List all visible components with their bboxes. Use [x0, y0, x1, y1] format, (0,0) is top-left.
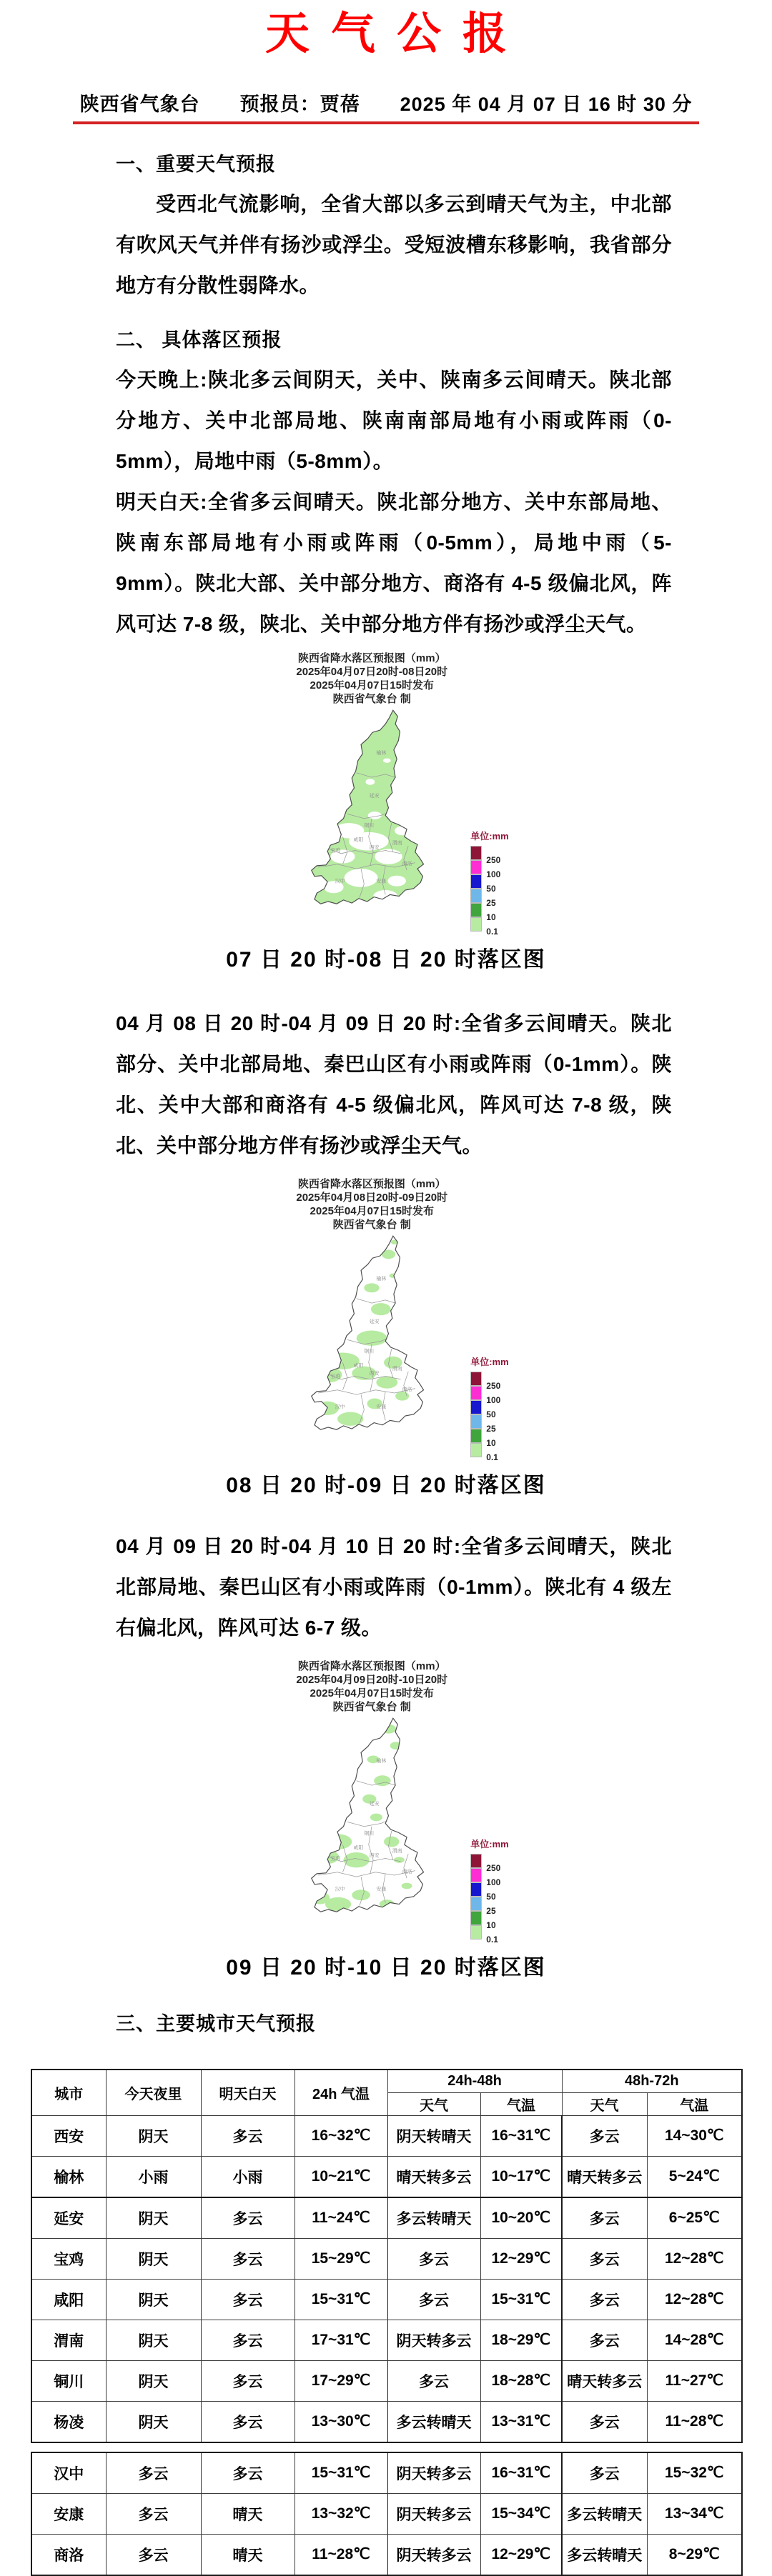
table-cell: 多云 — [106, 2534, 201, 2575]
precip-legend — [470, 829, 509, 937]
legend-label: 250 — [486, 1862, 501, 1873]
table-cell: 阴天 — [106, 2360, 201, 2401]
table-body-main — [31, 2115, 742, 2442]
table-cell: 多云 — [387, 2360, 480, 2401]
map-city-label: 汉中 — [335, 1404, 345, 1410]
table-cell: 阴天转多云 — [387, 2320, 480, 2360]
map-header-line: 2025年04月09日20时-10日20时 — [296, 1673, 448, 1686]
table-cell: 多云 — [201, 2238, 295, 2279]
table-cell: 晴天转多云 — [562, 2156, 647, 2197]
legend-swatch — [470, 889, 496, 908]
legend-label: 50 — [486, 883, 496, 894]
table-cell: 多云 — [201, 2115, 295, 2156]
precip-map-1 — [295, 707, 449, 913]
table-cell: 多云 — [201, 2452, 295, 2494]
table-cell: 汉中 — [31, 2452, 106, 2494]
table-cell: 晴天 — [201, 2534, 295, 2575]
map-city-label: 宝鸡 — [330, 848, 341, 854]
city-forecast-tables — [31, 2069, 741, 2576]
map-city-label: 榆林 — [376, 1276, 387, 1282]
map-header-line: 2025年04月07日15时发布 — [310, 679, 434, 692]
table-cell: 10~17℃ — [480, 2156, 562, 2197]
legend-label: 250 — [486, 854, 501, 865]
table-cell: 阴天 — [106, 2401, 201, 2442]
map-city-label: 西安 — [370, 1371, 380, 1377]
table-cell: 多云转晴天 — [562, 2493, 647, 2534]
map-caption-2: 08 日 20 时-09 日 20 时落区图 — [226, 1473, 546, 1497]
table-cell: 多云 — [562, 2320, 647, 2360]
map-header-line: 陕西省降水落区预报图（mm） — [297, 1659, 446, 1672]
legend-swatch — [470, 1882, 496, 1902]
table-cell: 多云 — [201, 2401, 295, 2442]
city-forecast-table-south — [31, 2452, 743, 2576]
legend-label: 250 — [486, 1380, 501, 1391]
table-cell: 5~24℃ — [647, 2156, 742, 2197]
table-cell: 10~20℃ — [480, 2197, 562, 2239]
legend-swatch — [470, 1868, 501, 1887]
paragraph-day2: 04 月 08 日 20 时-04 月 09 日 20 时:全省多云间晴天。陕北部分、关中北部局地、秦巴山区有小雨或阵雨（0-1mm）。陕北、关中大部和商洛有 4-5 级偏北风，阵风可达 7-8 级，陕北、关中部分地方伴有扬沙或浮尘天气。 — [116, 1012, 672, 1157]
table-row — [31, 2156, 742, 2197]
map-header-2 — [295, 1177, 449, 1232]
section-heading-area-forecast: 二、 具体落区预报 — [116, 329, 282, 351]
table-cell: 多云 — [106, 2452, 201, 2494]
paragraph-day3: 04 月 09 日 20 时-04 月 10 日 20 时:全省多云间晴天，陕北北部局地、秦巴山区有小雨或阵雨（0-1mm）。陕北有 4 级左右偏北风，阵风可达 6-7 级。 — [116, 1534, 672, 1639]
table-cell: 阴天转多云 — [387, 2493, 480, 2534]
map-header-line: 陕西省降水落区预报图（mm） — [297, 1177, 446, 1190]
table-cell: 多云转晴天 — [387, 2197, 480, 2239]
table-cell: 多云 — [201, 2320, 295, 2360]
table-cell: 16~32℃ — [295, 2115, 387, 2156]
table-cell: 阴天转多云 — [387, 2534, 480, 2575]
map-city-label: 延安 — [370, 1801, 380, 1807]
table-cell: 阴天转晴天 — [387, 2115, 480, 2156]
map-header-line: 2025年04月08日20时-09日20时 — [296, 1191, 448, 1204]
paragraph-tomorrow-lead: 明天白天: — [116, 490, 208, 513]
legend-swatch — [470, 1400, 496, 1419]
map-header-line: 2025年04月07日20时-08日20时 — [296, 665, 448, 678]
table-cell: 阴天 — [106, 2197, 201, 2239]
legend-label: 10 — [486, 1437, 496, 1448]
table-cell: 阴天 — [106, 2320, 201, 2360]
table-row — [31, 2452, 742, 2494]
map-city-label: 咸阳 — [353, 1845, 364, 1851]
table-cell: 多云 — [562, 2452, 647, 2494]
table-row — [31, 2360, 742, 2401]
map-city-label: 渭南 — [392, 840, 402, 846]
table-cell: 多云 — [562, 2197, 647, 2239]
table-cell: 咸阳 — [31, 2279, 106, 2320]
table-cell: 15~32℃ — [647, 2452, 742, 2494]
table-cell: 12~28℃ — [647, 2279, 742, 2320]
table-cell: 18~28℃ — [480, 2360, 562, 2401]
table-cell: 10~21℃ — [295, 2156, 387, 2197]
table-cell: 多云 — [387, 2238, 480, 2279]
legend-swatch — [470, 1854, 501, 1873]
table-cell: 多云 — [562, 2115, 647, 2156]
table-cell: 多云 — [201, 2197, 295, 2239]
map-city-label: 铜川 — [364, 823, 375, 829]
map-city-label: 商洛 — [402, 1387, 412, 1392]
table-cell: 14~28℃ — [647, 2320, 742, 2360]
table-cell: 宝鸡 — [31, 2238, 106, 2279]
map-header-line: 陕西省气象台 制 — [332, 692, 411, 705]
col-header-weather-2448: 天气 — [387, 2092, 480, 2115]
table-row — [31, 2197, 742, 2239]
map-column-3 — [295, 1659, 449, 1921]
table-cell: 12~29℃ — [480, 2238, 562, 2279]
map-city-label: 榆林 — [376, 1758, 387, 1764]
map-city-label: 铜川 — [364, 1831, 375, 1837]
table-cell: 18~29℃ — [480, 2320, 562, 2360]
table-cell: 17~31℃ — [295, 2320, 387, 2360]
paragraph-tonight-lead: 今天晚上: — [116, 368, 208, 391]
table-row — [31, 2279, 742, 2320]
table-cell: 多云 — [562, 2401, 647, 2442]
table-cell: 阴天 — [106, 2238, 201, 2279]
table-row — [31, 2238, 742, 2279]
table-cell: 16~31℃ — [480, 2115, 562, 2156]
table-cell: 12~28℃ — [647, 2238, 742, 2279]
map-header-1 — [295, 652, 449, 706]
legend-swatch — [470, 1372, 501, 1391]
table-cell: 14~30℃ — [647, 2115, 742, 2156]
table-cell: 11~28℃ — [647, 2401, 742, 2442]
table-cell: 15~34℃ — [480, 2493, 562, 2534]
legend-label: 100 — [486, 1877, 501, 1887]
legend-swatch — [470, 1443, 498, 1462]
table-cell: 榆林 — [31, 2156, 106, 2197]
table-cell: 多云 — [201, 2279, 295, 2320]
col-header-temp-4872: 气温 — [647, 2092, 742, 2115]
legend-swatch — [470, 1897, 496, 1916]
bulletin-content-2 — [0, 1003, 772, 1166]
map-caption-1: 07 日 20 时-08 日 20 时落区图 — [226, 947, 546, 972]
table-cell: 渭南 — [31, 2320, 106, 2360]
table-cell: 16~31℃ — [480, 2452, 562, 2494]
legend-label: 25 — [486, 1905, 496, 1916]
table-cell: 13~31℃ — [480, 2401, 562, 2442]
map-city-label: 西安 — [370, 845, 380, 851]
legend-swatch — [470, 1429, 496, 1448]
legend-label: 25 — [486, 1423, 496, 1434]
masthead — [0, 89, 772, 124]
table-cell: 阴天 — [106, 2279, 201, 2320]
table-cell: 17~29℃ — [295, 2360, 387, 2401]
legend-swatch — [470, 903, 496, 922]
map-city-label: 汉中 — [335, 879, 345, 884]
legend-label: 10 — [486, 1919, 496, 1930]
table-cell: 15~29℃ — [295, 2238, 387, 2279]
legend-swatch — [470, 846, 501, 865]
table-cell: 商洛 — [31, 2534, 106, 2575]
table-cell: 12~29℃ — [480, 2534, 562, 2575]
table-cell: 多云 — [562, 2238, 647, 2279]
paragraph-important-forecast: 受西北气流影响，全省大部以多云到晴天气为主，中北部有吹风天气并伴有扬沙或浮尘。受短波槽东移影响，我省部分地方有分散性弱降水。 — [116, 192, 672, 296]
col-header-temp24: 24h 气温 — [295, 2070, 387, 2116]
legend-swatch — [470, 1925, 498, 1945]
legend-swatch — [470, 860, 501, 879]
table-cell: 多云转晴天 — [387, 2401, 480, 2442]
map-column-2 — [295, 1177, 449, 1439]
col-header-tomorrow: 明天白天 — [201, 2070, 295, 2116]
section-heading-important-forecast: 一、重要天气预报 — [116, 153, 276, 175]
city-forecast-table-main — [31, 2069, 743, 2443]
col-header-tonight: 今天夜里 — [106, 2070, 201, 2116]
table-cell: 晴天 — [201, 2493, 295, 2534]
legend-label: 50 — [486, 1409, 496, 1419]
precip-legend — [470, 1837, 509, 1945]
table-row — [31, 2401, 742, 2442]
table-row — [31, 2534, 742, 2575]
table-cell: 多云 — [201, 2360, 295, 2401]
table-cell: 8~29℃ — [647, 2534, 742, 2575]
legend-swatch — [470, 1911, 496, 1930]
table-cell: 铜川 — [31, 2360, 106, 2401]
legend-label: 0.1 — [486, 926, 498, 937]
table-cell: 13~34℃ — [647, 2493, 742, 2534]
col-header-city: 城市 — [31, 2070, 106, 2116]
table-cell: 安康 — [31, 2493, 106, 2534]
table-cell: 15~31℃ — [480, 2279, 562, 2320]
map-city-label: 安康 — [376, 879, 387, 884]
map-city-label: 安康 — [376, 1404, 387, 1410]
legend-label: 50 — [486, 1891, 496, 1902]
table-cell: 多云 — [106, 2493, 201, 2534]
map-header-line: 2025年04月07日15时发布 — [310, 1204, 434, 1217]
table-cell: 晴天转多云 — [387, 2156, 480, 2197]
table-cell: 15~31℃ — [295, 2279, 387, 2320]
table-cell: 6~25℃ — [647, 2197, 742, 2239]
legend-swatch — [470, 874, 496, 894]
bulletin-content-3 — [0, 1526, 772, 1648]
map-city-label: 咸阳 — [353, 1363, 364, 1369]
map-header-line: 陕西省气象台 制 — [332, 1218, 411, 1231]
table-cell: 11~28℃ — [295, 2534, 387, 2575]
table-body-south — [31, 2452, 742, 2575]
map-city-label: 延安 — [370, 793, 380, 799]
map-city-label: 安康 — [376, 1887, 387, 1892]
table-cell: 多云转晴天 — [562, 2534, 647, 2575]
map-header-3 — [295, 1659, 449, 1714]
map-city-label: 宝鸡 — [330, 1856, 341, 1862]
table-cell: 杨凌 — [31, 2401, 106, 2442]
legend-label: 100 — [486, 869, 501, 879]
map-city-label: 渭南 — [392, 1848, 402, 1854]
table-cell: 西安 — [31, 2115, 106, 2156]
table-row — [31, 2115, 742, 2156]
paragraph-tomorrow-text: 全省多云间晴天。陕北部分地方、关中东部局地、陕南东部局地有小雨或阵雨（0-5mm），局地中雨（5-9mm）。陕北大部、关中部分地方、商洛有 4-5 级偏北风，阵风可达 7-8 级，陕北、关中部分地方伴有扬沙或浮尘天气。 — [116, 490, 672, 635]
table-header — [31, 2070, 742, 2116]
map-city-label: 铜川 — [364, 1349, 375, 1354]
legend-swatch — [470, 1386, 501, 1405]
legend-title: 单位:mm — [470, 1356, 509, 1367]
table-cell: 13~32℃ — [295, 2493, 387, 2534]
legend-title: 单位:mm — [470, 1838, 509, 1849]
col-header-48h-72h: 48h-72h — [562, 2070, 742, 2093]
map-caption-3: 09 日 20 时-10 日 20 时落区图 — [226, 1955, 546, 1980]
precip-map-figure-2 — [16, 1177, 772, 1462]
table-cell: 11~27℃ — [647, 2360, 742, 2401]
table-cell: 13~30℃ — [295, 2401, 387, 2442]
table-cell: 15~31℃ — [295, 2452, 387, 2494]
map-column-1 — [295, 652, 449, 913]
map-city-label: 商洛 — [402, 861, 412, 867]
precip-legend — [470, 1354, 509, 1462]
section-heading-city-forecast: 三、主要城市天气预报 — [116, 2012, 316, 2035]
table-cell: 阴天 — [106, 2115, 201, 2156]
table-cell: 晴天转多云 — [562, 2360, 647, 2401]
page-title: 天气公报 — [264, 9, 528, 59]
table-cell: 延安 — [31, 2197, 106, 2239]
map-city-label: 延安 — [370, 1319, 380, 1324]
legend-label: 0.1 — [486, 1452, 498, 1462]
map-header-line: 陕西省降水落区预报图（mm） — [297, 652, 446, 664]
map-city-label: 渭南 — [392, 1366, 402, 1372]
precip-map-figure-1 — [16, 652, 772, 937]
legend-label: 10 — [486, 912, 496, 922]
table-row — [31, 2320, 742, 2360]
col-header-temp-2448: 气温 — [480, 2092, 562, 2115]
table-cell: 阴天转多云 — [387, 2452, 480, 2494]
map-header-line: 2025年04月07日15时发布 — [310, 1687, 434, 1699]
table-row — [31, 2493, 742, 2534]
legend-label: 25 — [486, 897, 496, 908]
paragraph-tonight — [116, 359, 672, 481]
paragraph-tonight-text: 陕北多云间阴天，关中、陕南多云间晴天。陕北部分地方、关中北部局地、陕南南部局地有小雨或阵雨（0-5mm），局地中雨（5-8mm）。 — [116, 368, 672, 472]
precip-map-2 — [295, 1233, 449, 1439]
legend-title: 单位:mm — [470, 830, 509, 842]
bulletin-content-4 — [0, 2008, 772, 2036]
map-city-label: 西安 — [370, 1853, 380, 1859]
legend-label: 100 — [486, 1394, 501, 1405]
table-cell: 小雨 — [201, 2156, 295, 2197]
col-header-24h-48h: 24h-48h — [387, 2070, 562, 2093]
legend-label: 0.1 — [486, 1934, 498, 1945]
bulletin-content — [0, 149, 772, 644]
masthead-line: 陕西省气象台 预报员：贾蓓 2025 年 04 月 07 日 16 时 30 分 — [73, 89, 700, 124]
table-cell: 11~24℃ — [295, 2197, 387, 2239]
map-city-label: 宝鸡 — [330, 1374, 341, 1379]
map-city-label: 咸阳 — [353, 837, 364, 843]
table-cell: 多云 — [387, 2279, 480, 2320]
map-header-line: 陕西省气象台 制 — [332, 1700, 411, 1713]
map-city-label: 商洛 — [402, 1869, 412, 1874]
precip-map-3 — [295, 1715, 449, 1921]
table-cell: 小雨 — [106, 2156, 201, 2197]
col-header-weather-4872: 天气 — [562, 2092, 647, 2115]
paragraph-tomorrow — [116, 481, 672, 644]
map-city-label: 榆林 — [376, 750, 387, 756]
precip-map-figure-3 — [16, 1659, 772, 1945]
map-city-label: 汉中 — [335, 1887, 345, 1892]
table-cell: 多云 — [562, 2279, 647, 2320]
